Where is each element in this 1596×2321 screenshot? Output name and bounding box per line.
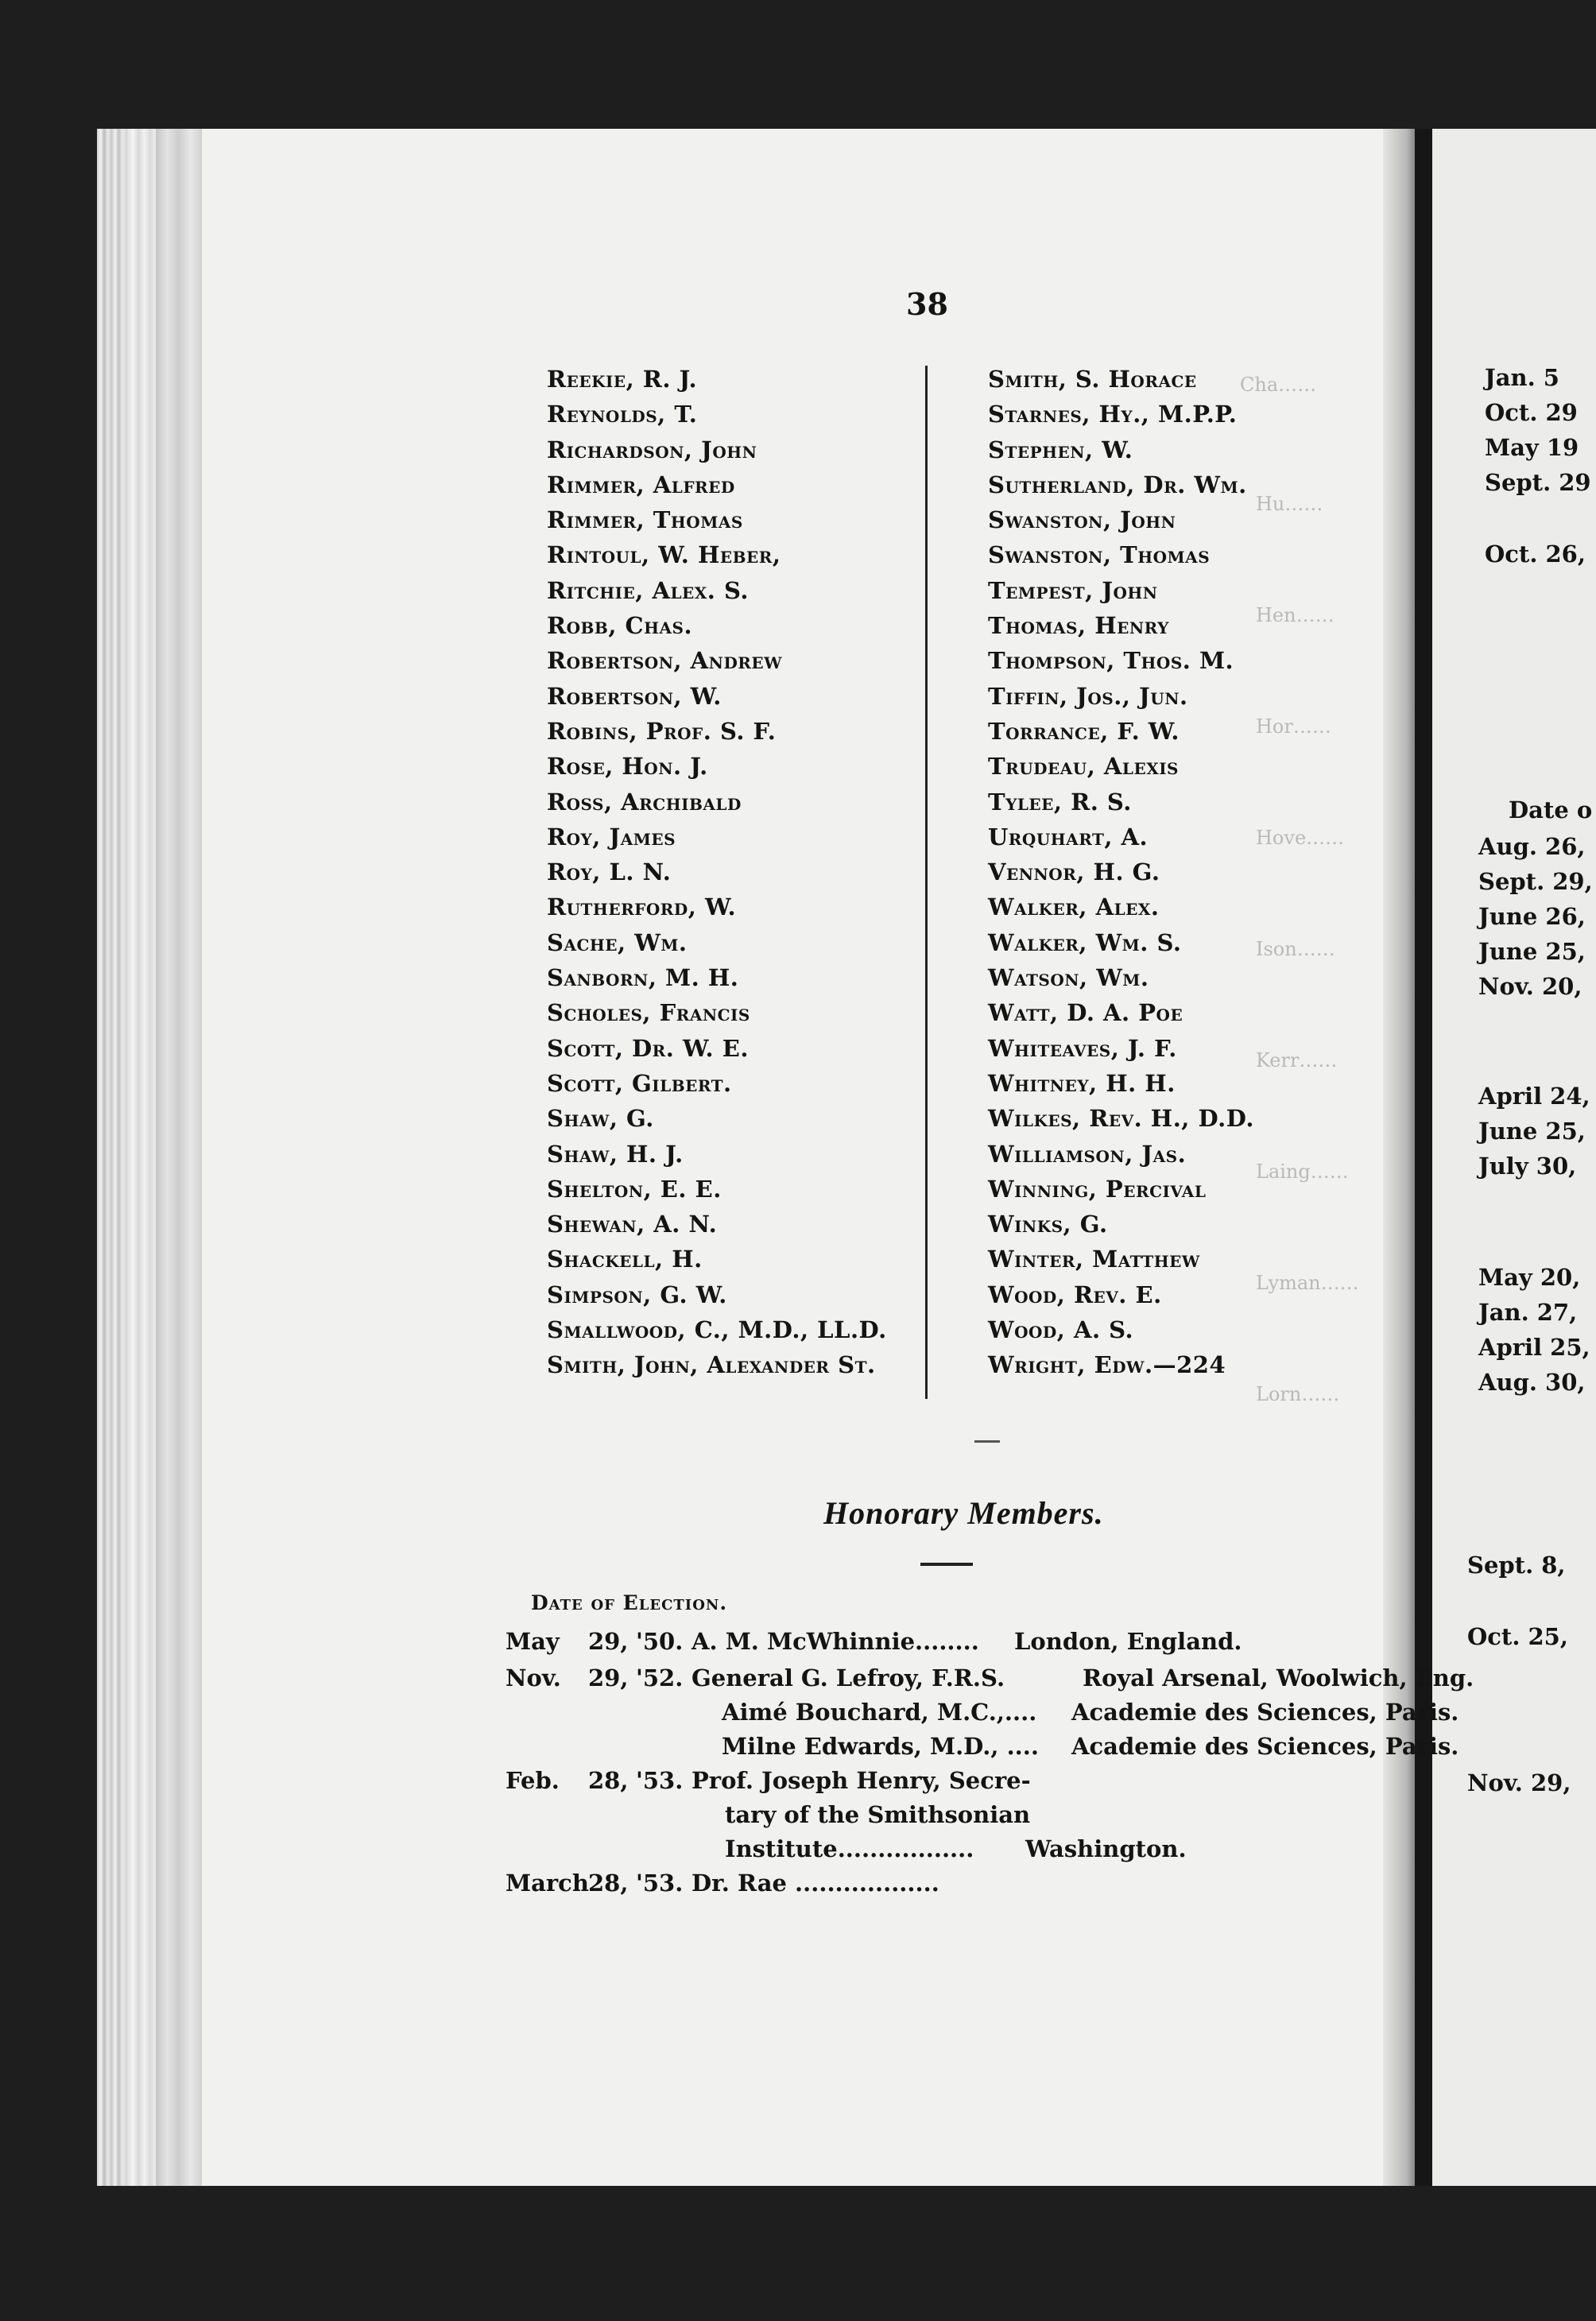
date-entry: Nov. 20, [1478,973,1582,1000]
bleed-through-text: Hove…… [1256,827,1345,849]
member-name: Prof. Joseph Henry, Secre- [691,1767,1031,1794]
member-entry: Swanston, John [988,506,1176,534]
date-entry: June 25, [1478,938,1586,965]
member-entry: Wood, Rev. E. [988,1281,1162,1308]
member-name: Institute................. [725,1835,974,1862]
member-entry: Winning, Percival [988,1175,1207,1203]
date-header: Date of Election. [531,1591,728,1614]
member-entry: Ross, Archibald [547,788,742,816]
member-entry: Rose, Hon. J. [547,753,708,781]
member-location: London, England. [1014,1628,1242,1655]
member-entry: Winter, Matthew [988,1246,1200,1273]
member-entry: Sutherland, Dr. Wm. [988,471,1247,498]
member-name: General G. Lefroy, F.R.S. [691,1664,1005,1691]
member-entry: Tiffin, Jos., Jun. [988,682,1188,710]
member-location: Washington. [1025,1835,1187,1862]
date-entry: July 30, [1478,1153,1577,1180]
member-entry: Walker, Alex. [988,893,1160,921]
bleed-through-text: Cha…… [1240,374,1317,396]
page-edge-stack [97,129,127,2186]
member-entry: Simpson, G. W. [547,1281,727,1308]
bleed-through-text: Hen…… [1256,604,1335,626]
date-entry: Oct. 26, [1485,541,1586,568]
bleed-through-text: Ison…… [1256,938,1335,960]
section-heading: Honorary Members. [823,1495,1104,1531]
member-entry: Walker, Wm. S. [988,928,1182,956]
date-header: Date o [1509,796,1593,823]
member-entry: Wright, Edw.—224 [988,1351,1226,1379]
member-location: Royal Arsenal, Woolwich, Eng. [1083,1664,1474,1691]
member-entry: Robertson, Andrew [547,647,783,675]
member-name: A. M. McWhinnie........ [691,1628,979,1655]
member-entry: Williamson, Jas. [988,1140,1187,1168]
member-list-right [988,362,1254,1383]
date-entry: April 24, [1478,1083,1590,1110]
member-entry: Shewan, A. N. [547,1211,718,1238]
election-year: '53. [636,1767,684,1794]
date-entry: Aug. 30, [1478,1369,1586,1396]
member-entry: Robertson, W. [547,682,722,710]
member-entry: Scott, Gilbert. [547,1069,732,1097]
member-name: Aimé Bouchard, M.C.,.... [722,1699,1037,1726]
heading-rule [920,1563,973,1566]
date-entry: May 20, [1478,1264,1581,1291]
member-entry: Rimmer, Alfred [547,471,735,498]
page-edge-stack [156,129,202,2186]
member-entry: Ritchie, Alex. S. [547,576,749,604]
member-location: Academie des Sciences, Paris. [1071,1733,1459,1760]
election-day: 28, [588,1767,629,1794]
member-entry: Sache, Wm. [547,928,688,956]
date-entry: May 19 [1485,434,1579,461]
member-entry: Smith, S. Horace [988,366,1197,393]
member-entry: Watt, D. A. Poe [988,999,1183,1027]
member-entry: Smallwood, C., M.D., LL.D. [547,1316,887,1344]
member-entry: Thompson, Thos. M. [988,647,1234,675]
member-entry: Roy, L. N. [547,858,672,886]
date-entry: Nov. 29, [1467,1769,1571,1796]
election-month: Feb. [506,1767,560,1794]
page-number: 38 [906,286,948,322]
bleed-through-text: Lorn…… [1256,1383,1340,1405]
election-day: 29, [588,1628,629,1655]
member-entry: Sanborn, M. H. [547,964,739,992]
bleed-through-text: Hor…… [1256,715,1331,738]
member-entry: Robins, Prof. S. F. [547,717,777,745]
member-entry: Reekie, R. J. [547,366,698,393]
member-entry: Rutherford, W. [547,893,737,921]
date-entry: Oct. 29 [1485,399,1578,426]
member-location: Academie des Sciences, Paris. [1071,1699,1459,1726]
bleed-through-text: Laing…… [1256,1160,1349,1183]
member-name: Milne Edwards, M.D., .... [722,1733,1039,1760]
member-entry: Thomas, Henry [988,612,1169,640]
election-month: March [506,1870,589,1897]
member-entry: Robb, Chas. [547,612,693,640]
member-entry: Torrance, F. W. [988,717,1180,745]
member-entry: Whiteaves, J. F. [988,1034,1177,1062]
date-entry: Aug. 26, [1478,833,1586,860]
member-name: tary of the Smithsonian [725,1801,1031,1828]
date-entry: April 25, [1478,1334,1590,1361]
member-entry: Tempest, John [988,576,1158,604]
date-entry: Oct. 25, [1467,1623,1568,1650]
date-entry: Jan. 5 [1485,364,1559,391]
member-entry: Urquhart, A. [988,823,1149,851]
section-ornament [974,1440,1000,1443]
date-entry: Sept. 8, [1467,1552,1566,1579]
member-entry: Richardson, John [547,436,757,463]
bleed-through-text: Hu…… [1256,493,1323,515]
member-entry: Shackell, H. [547,1246,703,1273]
election-day: 29, [588,1664,629,1691]
member-entry: Smith, John, Alexander St. [547,1351,876,1379]
member-name: Dr. Rae .................. [691,1870,939,1897]
member-entry: Vennor, H. G. [988,858,1160,886]
member-entry: Wood, A. S. [988,1316,1134,1344]
election-year: '52. [636,1664,684,1691]
bleed-through-text: Kerr…… [1256,1049,1338,1071]
member-entry: Rimmer, Thomas [547,506,743,534]
member-entry: Roy, James [547,823,676,851]
member-entry: Watson, Wm. [988,964,1149,992]
member-entry: Rintoul, W. Heber, [547,541,781,569]
election-day: 28, [588,1870,629,1897]
gutter-shadow [1415,129,1432,2186]
election-year: '53. [636,1870,684,1897]
date-entry: Sept. 29, [1478,868,1593,895]
member-entry: Starnes, Hy., M.P.P. [988,401,1238,428]
member-entry: Shaw, G. [547,1105,654,1133]
member-entry: Reynolds, T. [547,401,698,428]
member-entry: Swanston, Thomas [988,541,1211,569]
member-entry: Whitney, H. H. [988,1069,1176,1097]
member-entry: Winks, G. [988,1211,1108,1238]
bleed-through-text: Lyman…… [1256,1272,1359,1294]
date-entry: Jan. 27, [1478,1299,1578,1326]
member-entry: Scholes, Francis [547,999,750,1027]
election-month: May [506,1628,560,1655]
member-entry: Scott, Dr. W. E. [547,1034,749,1062]
member-entry: Wilkes, Rev. H., D.D. [988,1105,1254,1133]
member-entry: Tylee, R. S. [988,788,1132,816]
member-entry: Trudeau, Alexis [988,753,1180,781]
date-entry: Sept. 29 [1485,469,1591,496]
member-list-left [547,362,887,1383]
date-entry: June 26, [1478,903,1586,930]
column-divider [925,366,928,1399]
member-entry: Stephen, W. [988,436,1133,463]
date-entry: June 25, [1478,1118,1586,1145]
election-year: '50. [636,1628,684,1655]
member-entry: Shelton, E. E. [547,1175,722,1203]
election-month: Nov. [506,1664,561,1691]
page-edge-stack [127,129,156,2186]
member-entry: Shaw, H. J. [547,1140,684,1168]
